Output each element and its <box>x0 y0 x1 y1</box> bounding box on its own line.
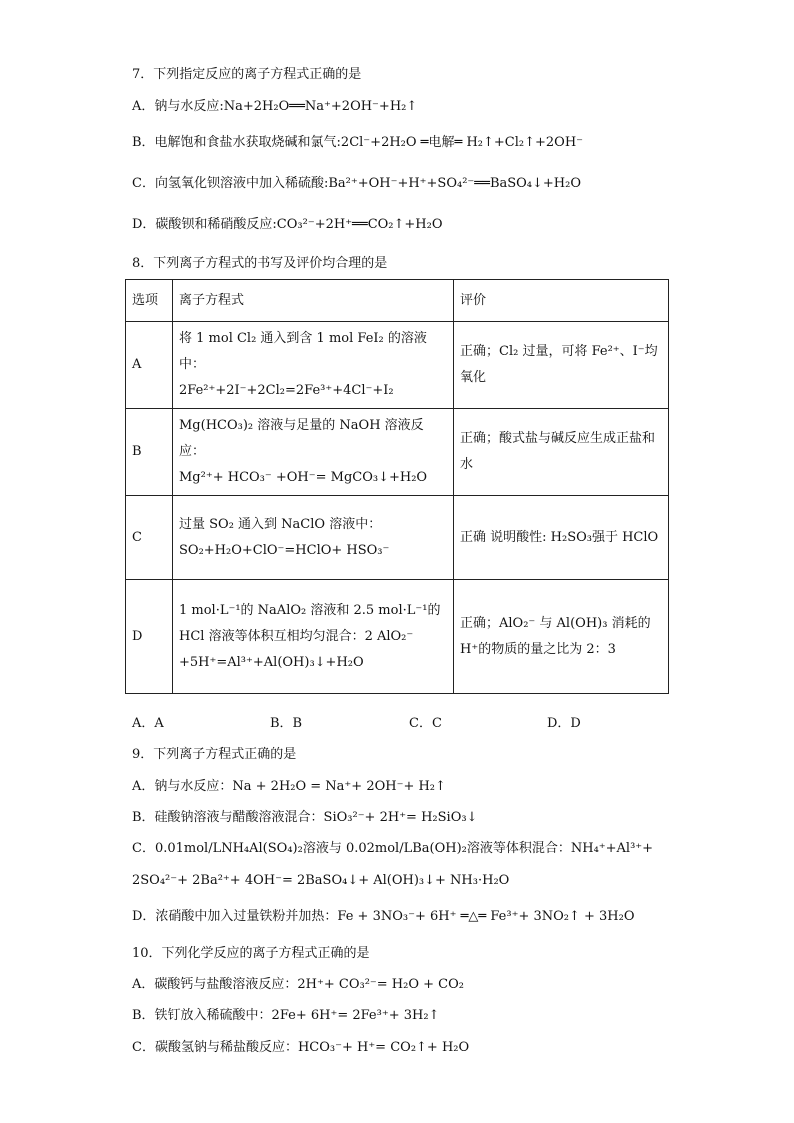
header-option: 选项 <box>126 280 173 322</box>
equation-line: Mg²⁺+ HCO₃⁻ +OH⁻= MgCO₃↓+H₂O <box>179 470 428 485</box>
equation-line: +5H⁺=Al³⁺+Al(OH)₃↓+H₂O <box>179 654 364 670</box>
equation-line: 2Fe²⁺+2I⁻+2Cl₂=2Fe³⁺+4Cl⁻+I₂ <box>179 383 394 398</box>
q9-option-c-line2: 2SO₄²⁻+ 2Ba²⁺+ 4OH⁻= 2BaSO₄↓+ Al(OH)₃↓+ NH₃·H₂O <box>132 873 510 888</box>
row-equation <box>173 322 454 409</box>
q7-option-b: B．电解饱和食盐水获取烧碱和氯气:2Cl⁻+2H₂O ═电解═ H₂↑+Cl₂↑+2OH⁻ <box>132 135 584 150</box>
q8-option-d: D．D <box>547 716 581 731</box>
q9-option-c-line1: C．0.01mol/LNH₄Al(SO₄)₂溶液与 0.02mol/LBa(OH)₂溶液等体积混合：NH₄⁺+Al³⁺+ <box>132 841 654 856</box>
q7-option-a: A．钠与水反应:Na+2H₂O══Na⁺+2OH⁻+H₂↑ <box>132 99 418 114</box>
table-row <box>126 322 669 409</box>
row-equation <box>173 580 454 694</box>
row-option: C <box>126 496 173 580</box>
row-evaluation: 正确；AlO₂⁻ 与 Al(OH)₃ 消耗的 H⁺的物质的量之比为 2：3 <box>454 580 669 694</box>
row-evaluation: 正确；Cl₂ 过量，可将 Fe²⁺、I⁻均氧化 <box>454 322 669 409</box>
equation-line: Mg(HCO₃)₂ 溶液与足量的 NaOH 溶液反应： <box>179 418 424 459</box>
row-option: A <box>126 322 173 409</box>
q10-option-b: B．铁钉放入稀硫酸中：2Fe+ 6H⁺= 2Fe³⁺+ 3H₂↑ <box>132 1008 440 1023</box>
q9-option-d: D．浓硝酸中加入过量铁粉并加热：Fe + 3NO₃⁻+ 6H⁺ ═△═ Fe³⁺+ 3NO₂↑ + 3H₂O <box>132 909 635 924</box>
row-evaluation: 正确 说明酸性: H₂SO₃强于 HClO <box>454 496 669 580</box>
q8-option-b: B．B <box>270 716 303 731</box>
row-evaluation: 正确；酸式盐与碱反应生成正盐和水 <box>454 409 669 496</box>
row-equation <box>173 409 454 496</box>
q8-stem: 8．下列离子方程式的书写及评价均合理的是 <box>132 256 388 271</box>
row-equation <box>173 496 454 580</box>
q9-option-a: A．钠与水反应：Na + 2H₂O = Na⁺+ 2OH⁻+ H₂↑ <box>132 779 446 794</box>
q10-option-a: A．碳酸钙与盐酸溶液反应：2H⁺+ CO₃²⁻= H₂O + CO₂ <box>132 977 464 992</box>
q10-stem: 10．下列化学反应的离子方程式正确的是 <box>132 946 370 961</box>
q7-option-c: C．向氢氧化钡溶液中加入稀硫酸:Ba²⁺+OH⁻+H⁺+SO₄²⁻══BaSO₄↓+H₂O <box>132 176 582 191</box>
row-option: D <box>126 580 173 694</box>
header-evaluation: 评价 <box>454 280 669 322</box>
equation-line: 过量 SO₂ 通入到 NaClO 溶液中： <box>179 516 382 532</box>
table-row <box>126 580 669 694</box>
equation-line: 1 mol·L⁻¹的 NaAlO₂ 溶液和 2.5 mol·L⁻¹的 HCl 溶液等体积互相均匀混合：2 AlO₂⁻ <box>179 602 441 644</box>
header-equation: 离子方程式 <box>173 280 454 322</box>
table-header-row <box>126 280 669 322</box>
table-row <box>126 496 669 580</box>
row-option: B <box>126 409 173 496</box>
q8-option-a: A．A <box>132 716 164 731</box>
q8-option-c: C．C <box>409 716 442 731</box>
q8-table <box>125 279 669 694</box>
q7-stem: 7．下列指定反应的离子方程式正确的是 <box>132 67 362 82</box>
equation-line: 将 1 mol Cl₂ 通入到含 1 mol FeI₂ 的溶液中： <box>179 331 427 372</box>
table-row <box>126 409 669 496</box>
q9-stem: 9．下列离子方程式正确的是 <box>132 747 297 762</box>
q7-option-d: D．碳酸钡和稀硝酸反应:CO₃²⁻+2H⁺══CO₂↑+H₂O <box>132 217 443 232</box>
q10-option-c: C．碳酸氢钠与稀盐酸反应：HCO₃⁻+ H⁺= CO₂↑+ H₂O <box>132 1040 470 1055</box>
equation-line: SO₂+H₂O+ClO⁻=HClO+ HSO₃⁻ <box>179 542 390 558</box>
q9-option-b: B．硅酸钠溶液与醋酸溶液混合：SiO₃²⁻+ 2H⁺= H₂SiO₃↓ <box>132 810 478 825</box>
